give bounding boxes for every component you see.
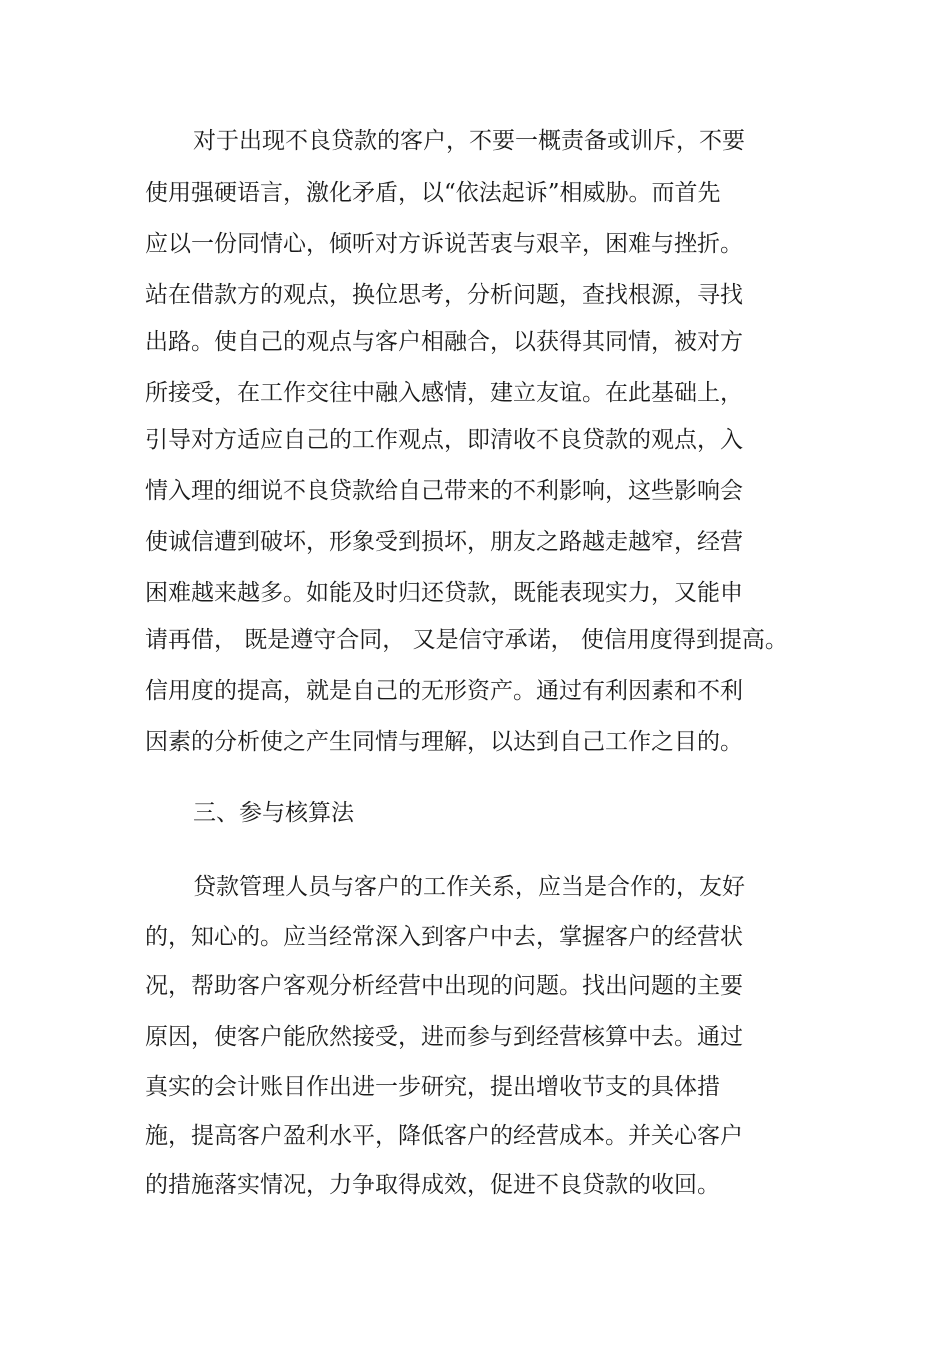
paragraph-1-line-4: 站在借款方的观点，换位思考，分析问题，查找根源，寻找 [145, 282, 743, 308]
paragraph-2-line-7: 的措施落实情况，力争取得成效，促进不良贷款的收回。 [145, 1172, 720, 1198]
paragraph-2-line-4: 原因，使客户能欣然接受，进而参与到经营核算中去。通过 [145, 1024, 743, 1050]
paragraph-1-line-3: 应以一份同情心，倾听对方诉说苦衷与艰辛，困难与挫折。 [145, 231, 743, 257]
paragraph-2-line-2: 的，知心的。应当经常深入到客户中去，掌握客户的经营状 [145, 924, 743, 950]
paragraph-2-line-1: 贷款管理人员与客户的工作关系，应当是合作的，友好 [193, 874, 745, 900]
paragraph-1-line-13: 因素的分析使之产生同情与理解，以达到自己工作之目的。 [145, 729, 743, 755]
paragraph-2-line-3: 况，帮助客户客观分析经营中出现的问题。找出问题的主要 [145, 973, 743, 999]
paragraph-1-line-1: 对于出现不良贷款的客户，不要一概责备或训斥，不要 [193, 128, 745, 154]
section-heading: 三、参与核算法 [193, 800, 354, 826]
paragraph-1-line-10: 困难越来越多。如能及时归还贷款，既能表现实力，又能申 [145, 580, 743, 606]
paragraph-1-line-9: 使诚信遭到破坏，形象受到损坏，朋友之路越走越窄，经营 [145, 529, 743, 555]
paragraph-1-line-5: 出路。使自己的观点与客户相融合，以获得其同情，被对方 [145, 329, 743, 355]
paragraph-1-line-7: 引导对方适应自己的工作观点，即清收不良贷款的观点，入 [145, 427, 743, 453]
paragraph-1-line-8: 情入理的细说不良贷款给自己带来的不利影响，这些影响会 [145, 478, 743, 504]
paragraph-1-line-6: 所接受，在工作交往中融入感情，建立友谊。在此基础上， [145, 380, 743, 406]
paragraph-1-line-11: 请再借， 既是遵守合同， 又是信守承诺， 使信用度得到提高。 [145, 627, 788, 653]
paragraph-1-line-12: 信用度的提高，就是自己的无形资产。通过有利因素和不利 [145, 678, 743, 704]
paragraph-1-line-2: 使用强硬语言，激化矛盾，以“依法起诉”相威胁。而首先 [145, 180, 721, 206]
paragraph-2-line-5: 真实的会计账目作出进一步研究，提出增收节支的具体措 [145, 1074, 720, 1100]
paragraph-2-line-6: 施，提高客户盈利水平，降低客户的经营成本。并关心客户 [145, 1123, 743, 1149]
